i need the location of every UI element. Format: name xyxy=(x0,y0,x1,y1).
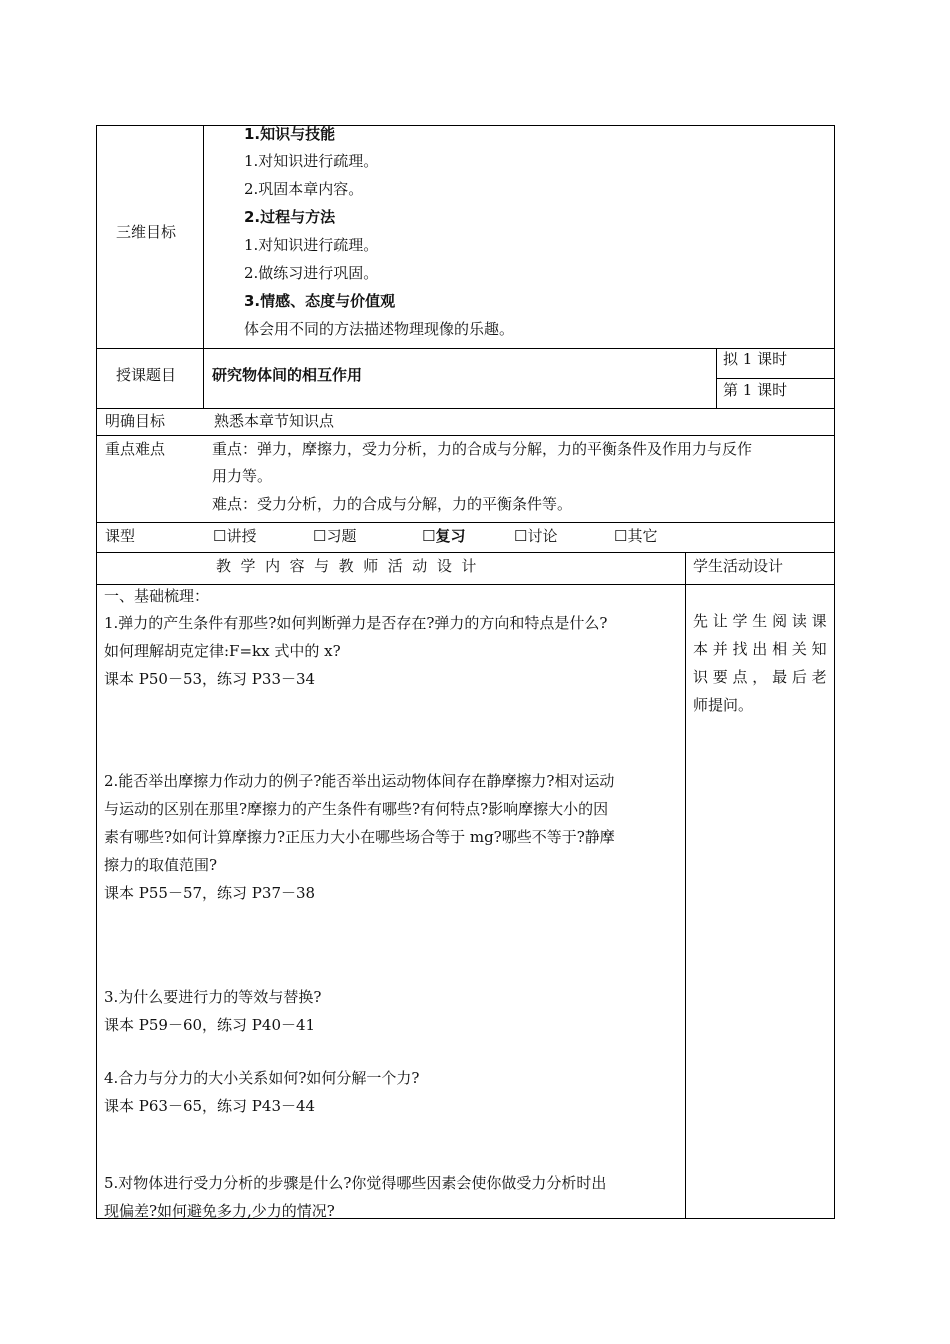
content-question-2-ref: 课本 P55－57，练习 P37－38 xyxy=(104,884,316,902)
student-activity-line: 本 并 找 出 相 关 知 xyxy=(693,640,827,658)
content-question-1-ref: 课本 P50－53，练习 P33－34 xyxy=(104,670,316,688)
lesson-type-option-exercise[interactable]: ☐习题 xyxy=(313,527,357,545)
topic-value: 研究物体间的相互作用 xyxy=(212,366,363,384)
goals-knowledge-item: 1.对知识进行疏理。 xyxy=(244,152,379,170)
content-question-2: 2.能否举出摩擦力作动力的例子?能否举出运动物体间存在静摩擦力?相对运动 xyxy=(104,772,615,790)
lesson-type-option-review[interactable]: ☐复习 xyxy=(422,527,466,545)
goals-attitude-text: 体会用不同的方法描述物理现像的乐趣。 xyxy=(244,320,515,338)
content-question-4-ref: 课本 P63－65，练习 P43－44 xyxy=(104,1097,316,1115)
lesson-type-option-other[interactable]: ☐其它 xyxy=(614,527,658,545)
lesson-type-label: 课型 xyxy=(105,527,136,545)
lesson-type-option-discussion[interactable]: ☐讨论 xyxy=(514,527,558,545)
topic-current-period: 第 1 课时 xyxy=(723,381,788,399)
content-question-5-cont: 现偏差?如何避免多力,少力的情况? xyxy=(104,1202,335,1220)
student-activity-line: 识 要 点 ， 最 后 老 xyxy=(693,668,827,686)
goals-label: 三维目标 xyxy=(116,223,177,241)
content-question-3-ref: 课本 P59－60，练习 P40－41 xyxy=(104,1016,316,1034)
keypoints-label: 重点难点 xyxy=(105,440,166,458)
content-question-1: 1.弹力的产生条件有那些?如何判断弹力是否存在?弹力的方向和特点是什么? xyxy=(104,614,608,632)
goals-heading-attitude: 3.情感、态度与价值观 xyxy=(244,292,396,310)
objective-value: 熟悉本章节知识点 xyxy=(214,412,335,430)
content-question-2-cont: 与运动的区别在那里?摩擦力的产生条件有哪些?有何特点?影响摩擦大小的因 xyxy=(104,800,609,818)
goals-heading-process: 2.过程与方法 xyxy=(244,208,336,226)
content-question-2-cont: 擦力的取值范围? xyxy=(104,856,218,874)
design-header-student: 学生活动设计 xyxy=(693,557,784,575)
lesson-type-option-lecture[interactable]: ☐讲授 xyxy=(213,527,257,545)
goals-process-item: 2.做练习进行巩固。 xyxy=(244,264,379,282)
keypoints-difficult: 难点：受力分析，力的合成与分解，力的平衡条件等。 xyxy=(212,495,573,513)
topic-label: 授课题目 xyxy=(116,366,177,384)
goals-process-item: 1.对知识进行疏理。 xyxy=(244,236,379,254)
content-question-5: 5.对物体进行受力分析的步骤是什么?你觉得哪些因素会使你做受力分析时出 xyxy=(104,1174,607,1192)
design-header-teacher: 教 学 内 容 与 教 师 活 动 设 计 xyxy=(216,557,477,575)
keypoints-key-line: 重点：弹力，摩擦力，受力分析，力的合成与分解，力的平衡条件及作用力与反作 xyxy=(212,440,753,458)
content-question-4: 4.合力与分力的大小关系如何?如何分解一个力? xyxy=(104,1069,420,1087)
topic-planned-periods: 拟 1 课时 xyxy=(723,350,788,368)
objective-label: 明确目标 xyxy=(105,412,166,430)
student-activity-line: 师提问。 xyxy=(693,696,754,714)
content-question-2-cont: 素有哪些?如何计算摩擦力?正压力大小在哪些场合等于 mg?哪些不等于?静摩 xyxy=(104,828,615,846)
goals-knowledge-item: 2.巩固本章内容。 xyxy=(244,180,364,198)
content-question-3: 3.为什么要进行力的等效与替换? xyxy=(104,988,322,1006)
keypoints-key-line: 用力等。 xyxy=(212,467,273,485)
goals-heading-knowledge: 1.知识与技能 xyxy=(244,125,336,143)
content-question-1-cont: 如何理解胡克定律:F=kx 式中的 x? xyxy=(104,642,341,660)
content-section-title: 一、基础梳理： xyxy=(104,587,210,605)
student-activity-line: 先 让 学 生 阅 读 课 xyxy=(693,612,827,630)
